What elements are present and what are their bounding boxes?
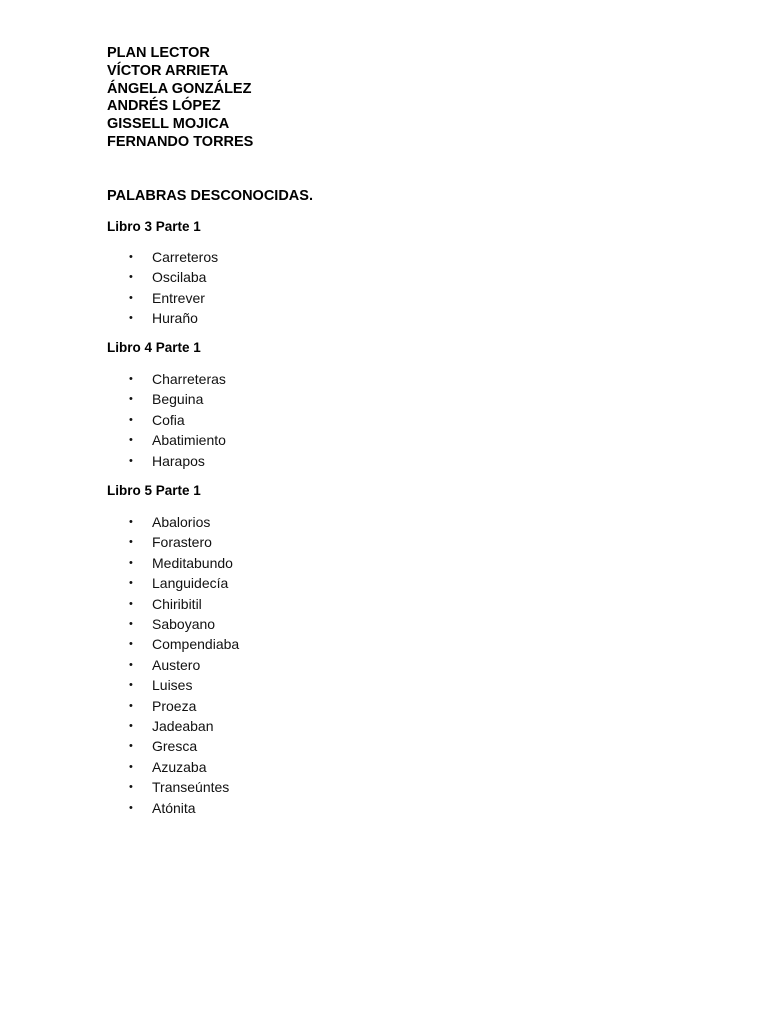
bullet-icon: • <box>129 413 133 426</box>
word: Cofia <box>152 411 185 428</box>
word-list <box>107 512 239 818</box>
list-item <box>107 369 226 389</box>
bullet-icon: • <box>129 454 133 467</box>
book-title: Libro 5 Parte 1 <box>107 483 201 498</box>
list-item <box>107 573 239 593</box>
bullet-icon: • <box>129 760 133 773</box>
word: Luises <box>152 677 193 694</box>
author-name: ANDRÉS LÓPEZ <box>107 98 221 115</box>
bullet-icon: • <box>129 658 133 671</box>
list-item <box>107 532 239 552</box>
word: Abatimiento <box>152 432 226 449</box>
author-name: ÁNGELA GONZÁLEZ <box>107 80 252 97</box>
list-item <box>107 736 239 756</box>
author-name: VÍCTOR ARRIETA <box>107 62 229 79</box>
section-title: PALABRAS DESCONOCIDAS. <box>107 188 313 204</box>
word-list <box>107 247 218 329</box>
list-item <box>107 512 239 532</box>
list-item <box>107 716 239 736</box>
list-item <box>107 247 218 267</box>
word: Charreteras <box>152 371 226 387</box>
list-item <box>107 267 218 287</box>
word: Abalorios <box>152 514 211 530</box>
word: Meditabundo <box>152 554 233 571</box>
author-name: GISSELL MOJICA <box>107 116 230 133</box>
list-item <box>107 308 218 328</box>
author-name: FERNANDO TORRES <box>107 133 254 150</box>
bullet-icon: • <box>129 291 133 304</box>
list-item <box>107 430 226 450</box>
list-item <box>107 675 239 695</box>
list-item <box>107 553 239 573</box>
word: Atónita <box>152 799 196 816</box>
bullet-icon: • <box>129 801 133 814</box>
list-item <box>107 288 218 308</box>
word: Compendiaba <box>152 636 240 653</box>
list-item <box>107 655 239 675</box>
bullet-icon: • <box>129 393 133 406</box>
book-title: Libro 4 Parte 1 <box>107 340 201 355</box>
list-item <box>107 410 226 430</box>
word: Entrever <box>152 289 205 306</box>
word: Huraño <box>152 310 198 327</box>
header-title: PLAN LECTOR <box>107 45 210 61</box>
word: Carreteros <box>152 249 219 265</box>
list-item <box>107 777 239 797</box>
word: Jadeaban <box>152 718 214 735</box>
bullet-icon: • <box>129 597 133 610</box>
bullet-icon: • <box>129 251 133 263</box>
word: Harapos <box>152 452 205 469</box>
bullet-icon: • <box>129 271 133 284</box>
bullet-icon: • <box>129 373 133 385</box>
bullet-icon: • <box>129 312 133 325</box>
document-page <box>107 45 707 816</box>
list-item <box>107 451 226 471</box>
word: Oscilaba <box>152 269 207 286</box>
word: Beguina <box>152 391 204 408</box>
list-item <box>107 757 239 777</box>
list-item <box>107 594 239 614</box>
list-item <box>107 634 239 654</box>
author-header <box>107 45 707 152</box>
word: Forastero <box>152 534 212 551</box>
bullet-icon: • <box>129 536 133 549</box>
word: Chiribitil <box>152 595 202 612</box>
bullet-icon: • <box>129 434 133 447</box>
bullet-icon: • <box>129 679 133 692</box>
list-item <box>107 696 239 716</box>
word: Languidecía <box>152 575 229 592</box>
word: Gresca <box>152 738 198 755</box>
word: Saboyano <box>152 616 216 633</box>
bullet-icon: • <box>129 577 133 590</box>
list-item <box>107 798 239 818</box>
bullet-icon: • <box>129 556 133 569</box>
bullet-icon: • <box>129 638 133 651</box>
word: Azuzaba <box>152 758 207 775</box>
bullet-icon: • <box>129 720 133 733</box>
word: Proeza <box>152 697 197 714</box>
bullet-icon: • <box>129 781 133 794</box>
bullet-icon: • <box>129 740 133 753</box>
bullet-icon: • <box>129 516 133 528</box>
word: Austero <box>152 656 201 673</box>
bullet-icon: • <box>129 618 133 631</box>
bullet-icon: • <box>129 699 133 712</box>
list-item <box>107 389 226 409</box>
word: Transeúntes <box>152 779 230 796</box>
book-title: Libro 3 Parte 1 <box>107 219 201 234</box>
word-list <box>107 369 226 471</box>
list-item <box>107 614 239 634</box>
